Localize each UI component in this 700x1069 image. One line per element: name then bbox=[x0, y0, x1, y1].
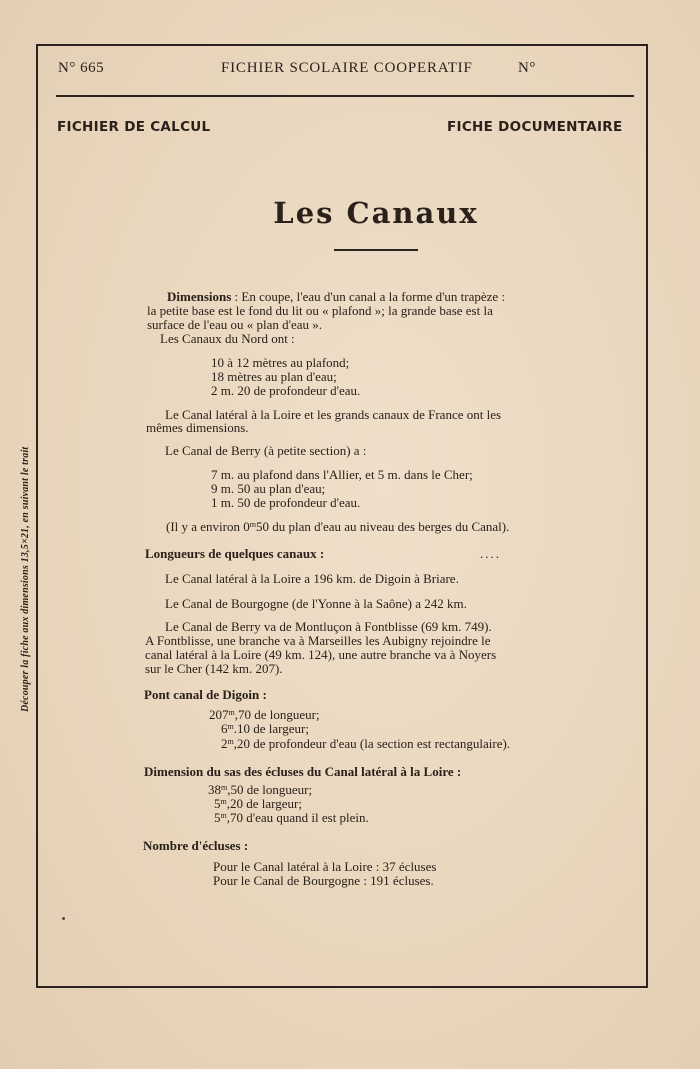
cut-frame bbox=[36, 44, 648, 988]
list-item: 5$^m$,70 d'eau quand il est plein. bbox=[214, 810, 369, 825]
sas-heading: Dimension du sas des écluses du Canal latéral à la Loire : bbox=[144, 764, 462, 779]
collection-title: FICHIER SCOLAIRE COOPERATIF bbox=[221, 60, 473, 76]
sheet-number-blank: N° bbox=[518, 60, 536, 76]
longueur-loire: Le Canal latéral à la Loire a 196 km. de Digoin à Briare. bbox=[165, 571, 459, 586]
list-item: 2$^m$,20 de profondeur d'eau (la section est rectangulaire). bbox=[221, 736, 511, 751]
cutting-instruction: Découper la fiche aux dimensions 13,5×21, en suivant le trait bbox=[20, 446, 31, 712]
list-item: Pour le Canal de Bourgogne : 191 écluses. bbox=[213, 873, 434, 888]
canaux-nord-intro: Les Canaux du Nord ont : bbox=[160, 331, 295, 346]
list-item: 9 m. 50 au plan d'eau; bbox=[211, 481, 326, 496]
list-item: 2 m. 20 de profondeur d'eau. bbox=[211, 383, 361, 398]
list-item: 38$^m$,50 de longueur; bbox=[208, 782, 313, 797]
berry-route-line-3: canal latéral à la Loire (49 km. 124), une autre branche va à Noyers bbox=[145, 647, 497, 662]
berry-route-line-4: sur le Cher (142 km. 207). bbox=[145, 661, 283, 676]
pont-canal-heading: Pont canal de Digoin : bbox=[144, 687, 267, 702]
sheet-number: N° 665 bbox=[58, 60, 105, 76]
dimensions-paragraph-line-1: Dimensions : En coupe, l'eau d'un canal a la forme d'un trapèze : bbox=[167, 289, 506, 304]
dimensions-label: Dimensions bbox=[167, 289, 232, 304]
category-label: FICHIER DE CALCUL bbox=[57, 119, 211, 135]
longueurs-heading: Longueurs de quelques canaux : bbox=[145, 546, 325, 561]
header-rule bbox=[56, 95, 634, 97]
ecluses-heading: Nombre d'écluses : bbox=[143, 838, 249, 853]
list-item: 1 m. 50 de profondeur d'eau. bbox=[211, 495, 361, 510]
list-item: 7 m. au plafond dans l'Allier, et 5 m. dans le Cher; bbox=[211, 467, 473, 482]
longueur-bourgogne: Le Canal de Bourgogne (de l'Yonne à la Saône) a 242 km. bbox=[165, 596, 467, 611]
list-item: 6$^m$.10 de largeur; bbox=[221, 721, 309, 736]
loire-paragraph-line-1: Le Canal latéral à la Loire et les grands canaux de France ont les bbox=[165, 407, 502, 422]
dimensions-paragraph-line-2: la petite base est le fond du lit ou « plafond »; la grande base est la bbox=[147, 303, 493, 318]
loire-paragraph-line-2: mêmes dimensions. bbox=[146, 420, 249, 435]
dotted-leader: .... bbox=[480, 546, 501, 561]
list-item: 10 à 12 mètres au plafond; bbox=[211, 355, 350, 370]
list-item: 5$^m$,20 de largeur; bbox=[214, 796, 302, 811]
title-underline bbox=[334, 249, 418, 251]
berry-intro: Le Canal de Berry (à petite section) a : bbox=[165, 443, 367, 458]
list-item: 18 mètres au plan d'eau; bbox=[211, 369, 337, 384]
paper-speck bbox=[62, 917, 65, 920]
page-title: Les Canaux bbox=[273, 196, 479, 230]
berry-route-line-1: Le Canal de Berry va de Montluçon à Fontblisse (69 km. 749). bbox=[165, 619, 492, 634]
list-item: 207$^m$,70 de longueur; bbox=[209, 707, 320, 722]
list-item: Pour le Canal latéral à la Loire : 37 écluses bbox=[213, 859, 437, 874]
dimensions-paragraph-line-3: surface de l'eau ou « plan d'eau ». bbox=[147, 317, 323, 332]
sheet-type-label: FICHE DOCUMENTAIRE bbox=[447, 119, 623, 135]
berry-route-line-2: A Fontblisse, une branche va à Marseilles les Aubigny rejoindre le bbox=[145, 633, 491, 648]
berges-note: (Il y a environ 0$^m$50 du plan d'eau au niveau des berges du Canal). bbox=[166, 519, 510, 534]
